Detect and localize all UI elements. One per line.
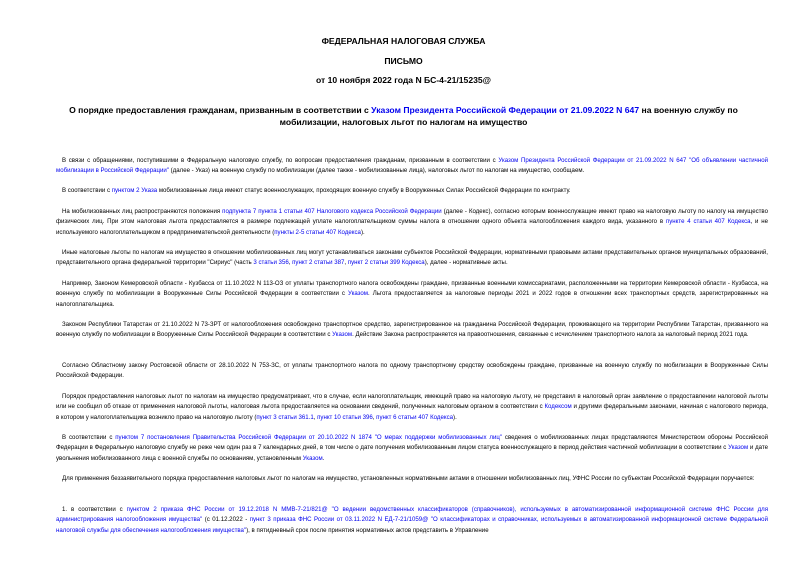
paragraph-8: [56, 392, 768, 423]
p1-text-2: (далее - Указ) на военную службу по мобилизации (далее также - мобилизованные лица), налоговых льгот по налогам на имущество, сообщаем.: [168, 167, 585, 175]
document-date-number: от 10 ноября 2022 года N БС-4-21/15235@: [315, 75, 492, 85]
p9-text-3: и дате увольнения мобилизованного лица с военной службы по основаниям, установленным: [56, 444, 769, 462]
paragraph-9: [56, 433, 768, 464]
p3-link-1[interactable]: подпункта 7 пункта 1 статьи 407 Налогового кодекса Российской Федерации: [222, 208, 442, 215]
p6-link[interactable]: Указом: [332, 331, 353, 339]
p4-text-2: ,: [288, 259, 293, 267]
p2-text-2: мобилизованные лица имеют статус военнослужащих, проходящих военную службу в Вооруженных Силах Российской Федерации по контракту.: [157, 187, 571, 194]
p6-text-2: . Действие Закона распространяется на правоотношения, связанные с исчислением транспортного налога за налоговый период 2021 года.: [352, 331, 749, 339]
p4-text-4: ), далее - нормативные акты.: [424, 259, 508, 267]
paragraph-6: [56, 320, 768, 341]
p4-link-2[interactable]: пункт 2 статьи 387: [292, 259, 345, 267]
document-type: ПИСЬМО: [384, 56, 423, 66]
p8-link-1[interactable]: Кодексом: [544, 403, 572, 411]
p2-link[interactable]: пунктом 2 Указа: [111, 187, 158, 194]
p4-text-3: ,: [344, 259, 348, 267]
p5-link[interactable]: Указом: [347, 290, 368, 298]
p8-text-2: и другими федеральными законами, начиная с налогового периода, в котором у налогоплательщика возникло право на налоговую льготу (: [56, 403, 768, 421]
title-text-2: на военную службу по мобилизации, налоговых льгот по налогам на имущество: [279, 105, 738, 127]
p11-text-2: (с 01.12.2022 -: [202, 516, 250, 524]
p6-text-1: Законом Республики Татарстан от 21.10.2022 N 73-ЗРТ от налогообложения освобождено транспортное средство, зарегистрированное на гражданина Российской Федерации, проживающего на территории Республики Татарстан, призванного на военную службу по мобилизации в Вооруженные Силы Российской Федерации в соответствии с: [56, 321, 768, 339]
p9-text-2: сведения о мобилизованных лицах представляются Министерством обороны Российской Федерации в Федеральную налоговую службу не реже чем один раз в 7 календарных дней, в том числе о дате получения мобилизованным лицом статуса военнослужащего в период действия частичной мобилизации в соответствии с: [56, 434, 768, 452]
p11-link-1[interactable]: пунктом 2 приказа ФНС России от 19.12.2018 N ММВ-7-21/821@ "О ведении ведомственных классификаторов (справочников), используемых в автоматизированной информационной системе ФНС России для администрирования налогообложения имущества": [56, 506, 769, 524]
p9-link-2[interactable]: Указом: [728, 444, 749, 452]
p9-link-3[interactable]: Указом: [302, 454, 323, 462]
p5-text-2: . Льгота предоставляется за налоговые периоды 2021 и 2022 годов в отношении всех транспортных средств, зарегистрированных на налогоплательщика.: [56, 290, 768, 308]
agency-name: ФЕДЕРАЛЬНАЯ НАЛОГОВАЯ СЛУЖБА: [321, 36, 486, 46]
paragraph-5: [56, 279, 768, 310]
p8-link-2[interactable]: пункт 3 статьи 361.1: [256, 413, 314, 421]
p9-text-4: .: [322, 454, 325, 462]
p8-text-5: ).: [453, 413, 457, 421]
paragraph-10: [56, 474, 768, 484]
paragraph-4: [56, 248, 768, 269]
p8-text-1: Порядок предоставления налоговых льгот по налогам на имущество предусматривает, что в случае, если налогоплательщик, имеющий право на налоговую льготу, не представил в налоговый орган заявление о предоставлении налоговой льготы или не сообщил об отказе от применения налоговой льготы, налоговая льгота предоставляется на основании сведений, полученных налоговым органом в соответствии с: [56, 393, 768, 411]
p4-text-1: Иные налоговые льготы по налогам на имущество в отношении мобилизованных лиц могут устанавливаться законами субъектов Российской Федерации, нормативными правовыми актами представительных органов муниципальных образований, представительного органа федеральной территории "Сириус" (часть: [56, 249, 768, 267]
p11-text-1: 1. в соответствии с: [62, 506, 127, 513]
paragraph-2: [56, 186, 768, 196]
p9-link-1[interactable]: пунктом 7 постановления Правительства Российской Федерации от 20.10.2022 N 1874 "О мерах поддержки мобилизованных лиц": [115, 434, 503, 441]
p4-link-1[interactable]: 3 статьи 356: [253, 259, 289, 267]
paragraph-11: [56, 505, 768, 536]
title-text-1: О порядке предоставления гражданам, призванным в соответствии с: [69, 105, 372, 115]
p11-text-3: ), в пятидневный срок после принятия нормативных актов представить в Управление: [246, 526, 489, 534]
p3-link-3[interactable]: пункты 2-5 статьи 407 Кодекса: [274, 228, 361, 236]
p8-text-3: ,: [313, 413, 318, 421]
p1-link-decree[interactable]: Указом Президента Российской Федерации от 21.09.2022 N 647 "Об объявлении частичной мобилизации в Российской Федерации": [56, 157, 768, 175]
paragraph-3: [56, 207, 768, 238]
paragraph-1: [56, 156, 768, 177]
p2-text-1: В соответствии с: [62, 187, 112, 194]
p1-text-1: В связи с обращениями, поступившими в Федеральную налоговую службу, по вопросам предоставления гражданам, призванным в соответствии с: [62, 157, 499, 164]
p3-text-3: , и не используемого налогоплательщиком в предпринимательской деятельности (: [56, 218, 768, 236]
title-link-decree[interactable]: Указом Президента Российской Федерации от 21.09.2022 N 647: [371, 105, 640, 115]
p8-link-3[interactable]: пункт 10 статьи 396: [317, 413, 373, 421]
p8-text-4: ,: [372, 413, 377, 421]
p3-text-4: ).: [360, 228, 365, 236]
letter-title: [40, 104, 767, 128]
p9-text-1: В соответствии с: [62, 434, 116, 441]
paragraph-7: [56, 361, 768, 382]
p3-link-2[interactable]: пункте 4 статьи 407 Кодекса: [665, 218, 751, 226]
p5-text-1: Например, Законом Кемеровской области - Кузбасса от 11.10.2022 N 113-ОЗ от уплаты транспортного налога освобождены граждане, призванные военными комиссариатами, расположенными на территории Кемеровской области - Кузбасса, на военную службу по мобилизации в Вооруженные Силы Российской Федерации в соответствии с: [56, 280, 768, 298]
p4-link-3[interactable]: пункт 2 статьи 399 Кодекса: [347, 259, 425, 267]
p10-text-1: Для применения беззаявительного порядка предоставления налоговых льгот по налогам на имущество, установленных нормативными актами в отношении мобилизованных лиц, УФНС России по субъектам Российской Федерации поручается:: [62, 475, 755, 482]
p3-text-2: (далее - Кодекс), согласно которым военнослужащие имеют право на налоговую льготу по налогу на имущество физических лиц. При этом налоговая льгота предоставляется в размере подлежащей уплате налогоплательщиком суммы налога в отношении одного объекта налогообложения каждого вида, указанного в: [56, 208, 768, 226]
p11-link-2[interactable]: пункт 3 приказа ФНС России от 03.11.2022 N ЕД-7-21/1059@ "О классификаторах и справочниках, используемых в автоматизированной информационной системе Федеральной налоговой службы для обеспечения налогообложения имущества": [56, 516, 768, 534]
p7-text-1: Согласно Областному закону Ростовской области от 28.10.2022 N 753-ЗС, от уплаты транспортного налога по одному транспортному средству освобождены граждане, призванные на военную службу по мобилизации в Вооруженные Силы Российской Федерации.: [56, 362, 768, 380]
p8-link-4[interactable]: пункт 6 статьи 407 Кодекса: [376, 413, 454, 421]
p3-text-1: На мобилизованных лиц распространяются положения: [62, 208, 223, 215]
